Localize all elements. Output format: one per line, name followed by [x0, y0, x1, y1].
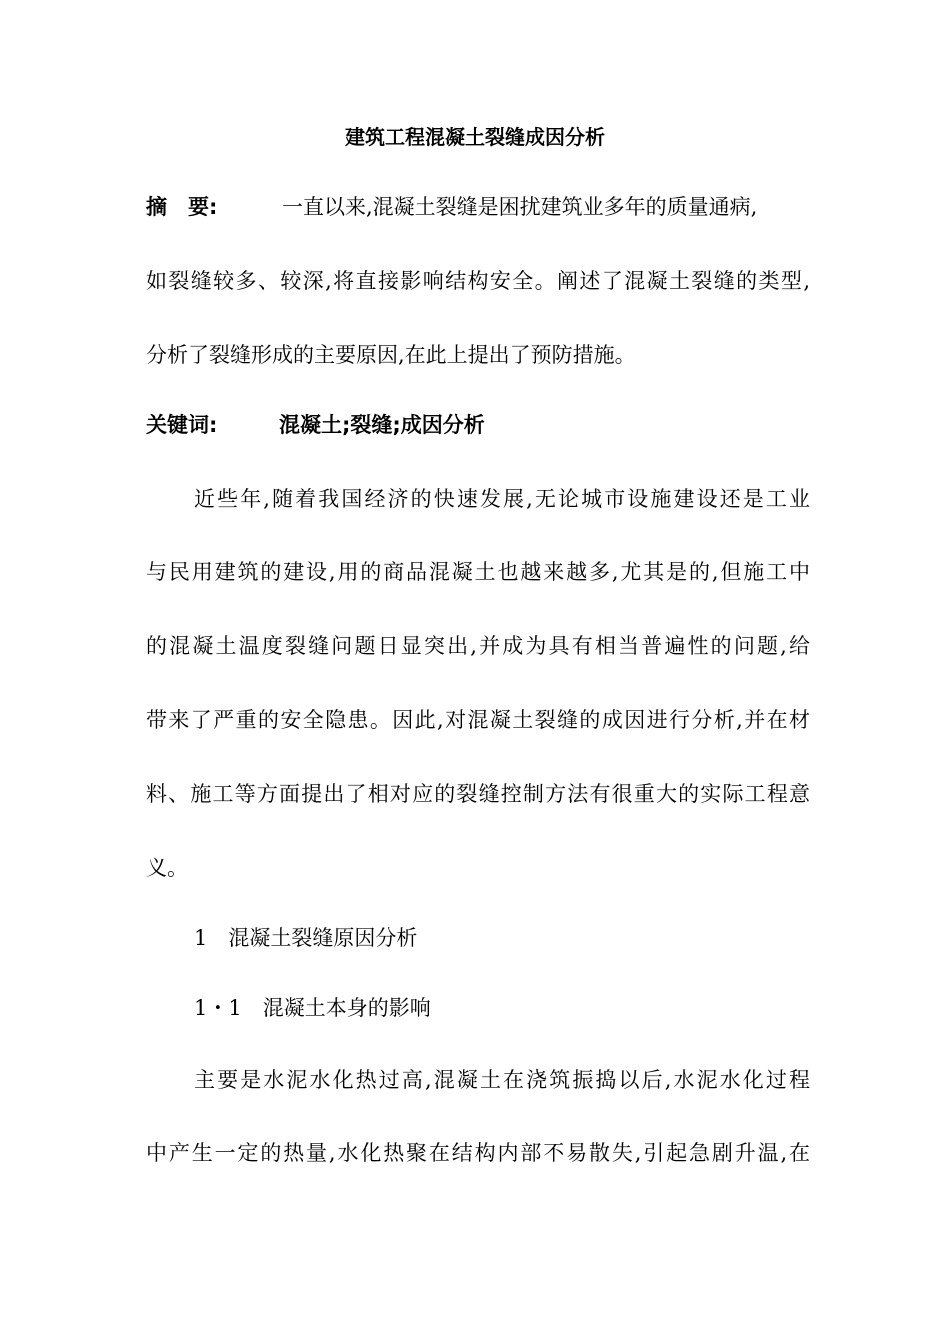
section-1-heading: 1 混凝土裂缝原因分析	[194, 926, 418, 950]
intro-line-1: 近些年,随着我国经济的快速发展,无论城市设施建设还是工业	[194, 487, 810, 511]
abstract-label: 摘 要:	[146, 195, 218, 219]
abstract-line-3: 分析了裂缝形成的主要原因,在此上提出了预防措施。	[146, 343, 636, 367]
abstract-line-2: 如裂缝较多、较深,将直接影响结构安全。阐述了混凝土裂缝的类型,	[146, 269, 810, 293]
intro-line-2: 与民用建筑的建设,用的商品混凝土也越来越多,尤其是的,但施工中	[146, 560, 810, 584]
keywords-text: 混凝土;裂缝;成因分析	[279, 413, 485, 437]
keywords-label: 关键词:	[146, 413, 218, 437]
intro-line-4: 带来了严重的安全隐患。因此,对混凝土裂缝的成因进行分析,并在材	[146, 708, 810, 732]
intro-line-5: 料、施工等方面提出了相对应的裂缝控制方法有很重大的实际工程意	[146, 782, 810, 806]
section-1-1-heading: 1・1 混凝土本身的影响	[194, 996, 431, 1020]
keywords-line	[146, 410, 810, 440]
intro-line-6: 义。	[146, 856, 188, 880]
abstract-line-1	[146, 192, 810, 222]
intro-line-3: 的混凝土温度裂缝问题日显突出,并成为具有相当普遍性的问题,给	[146, 634, 810, 658]
body-line-1: 主要是水泥水化热过高,混凝土在浇筑振捣以后,水泥水化过程	[194, 1068, 810, 1092]
body-line-2: 中产生一定的热量,水化热聚在结构内部不易散失,引起急剧升温,在	[146, 1141, 810, 1165]
abstract-text-1: 一直以来,混凝土裂缝是困扰建筑业多年的质量通病,	[282, 195, 758, 219]
document-title: 建筑工程混凝土裂缝成因分析	[345, 125, 605, 149]
